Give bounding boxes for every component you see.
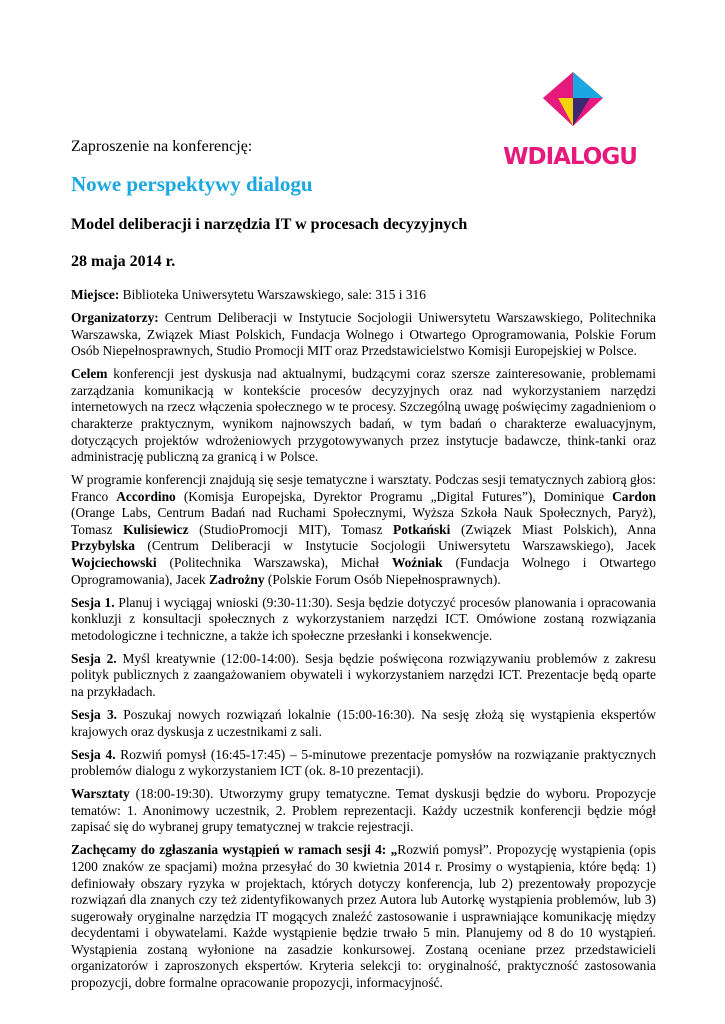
wdialogu-logo-graphic xyxy=(500,72,640,172)
speaker-name: Przybylska xyxy=(71,538,135,554)
speaker-name: Woźniak xyxy=(391,555,443,571)
wdialogu-logo xyxy=(500,72,640,172)
session-text: Rozwiń pomysł (16:45-17:45) – 5-minutowe prezentacje pomysłów na rozwiązanie praktycznych problemów dialogu z wykorzystaniem ICT (ok. 8-10 prezentacji). xyxy=(71,746,656,779)
call-text: Rozwiń pomysł”. Propozycję wystąpienia (opis 1200 znaków ze spacjami) można przesyłać do 30 kwietnia 2014 r. Prosimy o wystąpienia, które będą: 1) definiowały obszary ryzyka w projektach, których dotyczy konferencja, lub 2) prezentowały propozycje rozwiązań dla znanych czy też zidentyfikowanych przez Autora lub Autorkę wystąpienia problemów, lub 3) sugerowały oryginalne narzędzia IT mogących znaleźć zastosowanie i usprawniające komunikację między decydentami i obywatelami. Każde wystąpienie będzie trwało 5 min. Planujemy od 8 do 10 wystąpień. Wystąpienia zostaną wyłonione na zasadzie konkursowej. Zostaną oceniane przez przedstawicieli organizatorów i zaproszonych ekspertów. Kryteria selekcji to: oryginalność, praktyczność zastosowania propozycji, dobre formalne opracowanie propozycji, informacyjność. xyxy=(71,842,657,991)
session-label: Sesja 3. xyxy=(71,707,118,722)
session-label: Sesja 4. xyxy=(71,746,116,762)
invitation-line: Zaproszenie na konferencję: xyxy=(71,138,253,155)
speakers-intro: W programie konferencji znajdują się sesje tematyczne i warsztaty. Podczas sesji tematycznych zabiorą głos: Franco xyxy=(71,472,656,504)
speaker-affiliation: (Politechnika Warszawska), Michał xyxy=(156,555,392,571)
speaker-name: Potkański xyxy=(393,521,451,537)
speaker-affiliation: (Związek Miast Polskich), Anna xyxy=(450,521,656,537)
call-for-talks-paragraph xyxy=(71,842,656,991)
session-label: Sesja 1. xyxy=(71,594,115,610)
speaker-name: Cardon xyxy=(612,488,656,504)
organizers-paragraph xyxy=(71,310,656,360)
workshops-label: Warsztaty xyxy=(71,786,130,802)
goal-paragraph xyxy=(71,366,656,466)
session-text: Poszukaj nowych rozwiązań lokalnie (15:00-16:30). Na sesję złożą się wystąpienia ekspertów krajowych oraz dyskusja z uczestnikami z sali. xyxy=(71,707,657,739)
speakers-paragraph xyxy=(71,472,656,588)
speaker-affiliation: (Orange Labs, Centrum Badań nad Ruchami Społecznymi, Wyższa Szkoła Nauk Społecznych, Paryż), Tomasz xyxy=(71,505,656,537)
session-label: Sesja 2. xyxy=(71,650,117,666)
conference-subtitle: Model deliberacji i narzędzia IT w procesach decyzyjnych xyxy=(71,216,468,233)
organizers-text: Centrum Deliberacji w Instytucie Socjologii Uniwersytetu Warszawskiego, Politechnika Warszawska, Związek Miast Polskich, Fundacja Wolnego i Otwartego Oprogramowania, Polskie Forum Osób Niepełnosprawnych, Studio Promocji MIT oraz Przedstawicielstwo Komisji Europejskiej w Polsce. xyxy=(71,309,656,359)
speaker-name: Kulisiewicz xyxy=(123,521,189,537)
session-text: Myśl kreatywnie (12:00-14:00). Sesja będzie poświęcona rozwiązywaniu problemów z zakresu polityk publicznych z zaangażowaniem obywateli i wykorzystaniem narzędzi ICT. Prezentacje będą oparte na przykładach. xyxy=(71,650,656,700)
session-text: Planuj i wyciągaj wnioski (9:30-11:30). Sesja będzie dotyczyć procesów planowania i opracowania konkluzji z konsultacji społecznych z wykorzystaniem narzędzi ICT. Omówione zostaną rozwiązania metodologiczne i techniczne, a także ich społeczne przesłanki i konsekwencje. xyxy=(71,594,656,643)
conference-date: 28 maja 2014 r. xyxy=(71,253,176,270)
speaker-affiliation: (Fundacja Wolnego i Otwartego Oprogramowania), Jacek xyxy=(71,555,656,587)
place-text: Biblioteka Uniwersytetu Warszawskiego, sale: 315 i 316 xyxy=(119,287,426,302)
logo-text: WDIALOGU xyxy=(503,144,637,170)
session-4-paragraph xyxy=(71,747,656,780)
session-3-paragraph xyxy=(71,707,656,740)
goal-text: konferencji jest dyskusja nad aktualnymi, budzącymi coraz szersze zainteresowanie, problemami zarządzania komunikacją w kontekście procesów decyzyjnych oraz nad wykorzystaniem narzędzi internetowych na rzecz włączenia społecznego w te procesy. Szczególną uwagę poświęcimy zagadnieniom o charakterze praktycznym, wynikom najnowszych badań, w tym badań o charakterze ewaluacyjnym, dotyczących projektów wdrożeniowych przygotowywanych przez instytucje badawcze, think-tanki oraz administrację publiczną za granicą i w Polsce. xyxy=(71,366,656,465)
session-2-paragraph xyxy=(71,651,656,701)
speaker-name: Zadrożny xyxy=(208,571,265,587)
speaker-name: Accordino xyxy=(116,488,176,504)
speaker-affiliation: (Polskie Forum Osób Niepełnosprawnych). xyxy=(264,571,501,587)
goal-label: Celem xyxy=(71,366,108,382)
workshops-text: (18:00-19:30). Utworzymy grupy tematyczne. Temat dyskusji będzie do wyboru. Propozycje tematów: 1. Anonimowy uczestnik, 2. Problem reprezentacji. Każdy uczestnik konferencji będzie mógł zapisać się do wybranej grupy tematycznej w trakcie rejestracji. xyxy=(71,786,656,835)
place-paragraph xyxy=(71,287,656,304)
invitation-body xyxy=(71,287,656,998)
session-1-paragraph xyxy=(71,595,656,645)
place-label: Miejsce: xyxy=(71,287,120,302)
organizers-label: Organizatorzy: xyxy=(71,309,159,325)
speaker-name: Wojciechowski xyxy=(71,555,157,571)
speaker-affiliation: (StudioPromocji MIT), Tomasz xyxy=(188,521,394,537)
speaker-affiliation: (Komisja Europejska, Dyrektor Programu „Digital Futures”), Dominique xyxy=(175,488,613,504)
workshops-paragraph xyxy=(71,786,656,836)
conference-title: Nowe perspektywy dialogu xyxy=(71,172,313,196)
call-label: Zachęcamy do zgłaszania wystąpień w ramach sesji 4: „ xyxy=(71,842,398,858)
speaker-affiliation: (Centrum Deliberacji w Instytucie Socjologii Uniwersytetu Warszawskiego), Jacek xyxy=(134,538,656,554)
